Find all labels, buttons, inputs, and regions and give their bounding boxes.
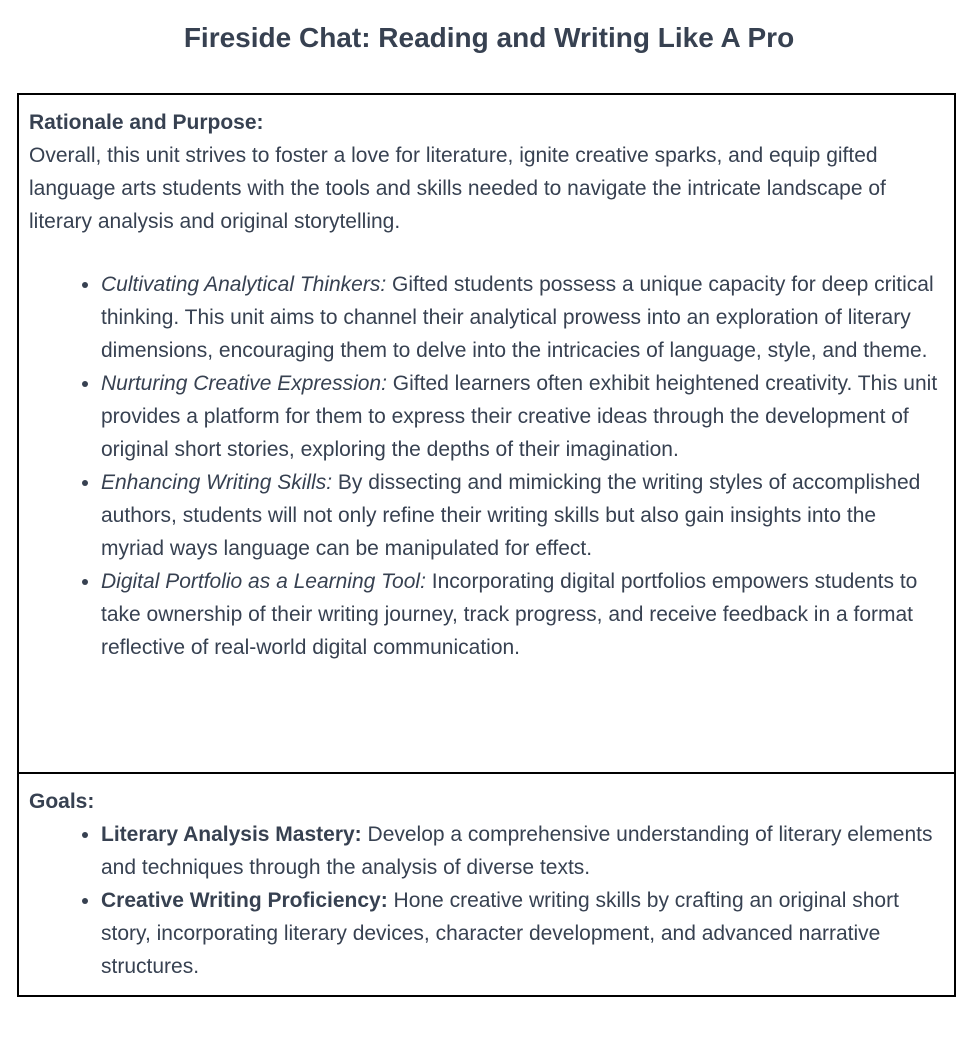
item-term: Creative Writing Proficiency: — [101, 889, 388, 912]
list-item — [101, 268, 944, 367]
rationale-intro: Overall, this unit strives to foster a love for literature, ignite creative sparks, and equip gifted language arts students with the tools and skills needed to navigate the intricate landscape of literary analysis and original storytelling. — [29, 144, 886, 233]
item-term: Literary Analysis Mastery: — [101, 823, 362, 846]
rationale-heading: Rationale and Purpose: — [29, 111, 264, 134]
rationale-list — [29, 268, 944, 664]
item-text: By dissecting and mimicking the writing styles of accomplished authors, students will not only refine their writing skills but also gain insights into the myriad ways language can be manipulated for effect. — [101, 471, 921, 560]
list-item — [101, 818, 944, 884]
rationale-cell — [18, 94, 955, 773]
list-item — [101, 565, 944, 664]
goals-cell — [18, 773, 955, 996]
item-text: Hone creative writing skills by crafting an original short story, incorporating literary devices, character development, and advanced narrative structures. — [101, 889, 899, 978]
item-term: Digital Portfolio as a Learning Tool: — [101, 570, 426, 593]
item-term: Enhancing Writing Skills: — [101, 471, 333, 494]
list-item — [101, 367, 944, 466]
page-title: Fireside Chat: Reading and Writing Like A Pro — [183, 22, 795, 53]
list-item — [101, 466, 944, 565]
item-text: Develop a comprehensive understanding of literary elements and techniques through the analysis of diverse texts. — [101, 823, 933, 879]
item-term: Cultivating Analytical Thinkers: — [101, 273, 387, 296]
goals-list — [29, 818, 944, 983]
item-term: Nurturing Creative Expression: — [101, 372, 387, 395]
item-text: Gifted students possess a unique capacity for deep critical thinking. This unit aims to channel their analytical prowess into an exploration of literary dimensions, encouraging them to delve into the intricacies of language, style, and theme. — [101, 273, 934, 362]
unit-table — [17, 93, 956, 997]
item-text: Gifted learners often exhibit heightened creativity. This unit provides a platform for them to express their creative ideas through the development of original short stories, exploring the depths of their imagination. — [101, 372, 938, 461]
item-text: Incorporating digital portfolios empowers students to take ownership of their writing journey, track progress, and receive feedback in a format reflective of real-world digital communication. — [101, 570, 918, 659]
goals-heading: Goals: — [29, 790, 95, 813]
list-item — [101, 884, 944, 983]
